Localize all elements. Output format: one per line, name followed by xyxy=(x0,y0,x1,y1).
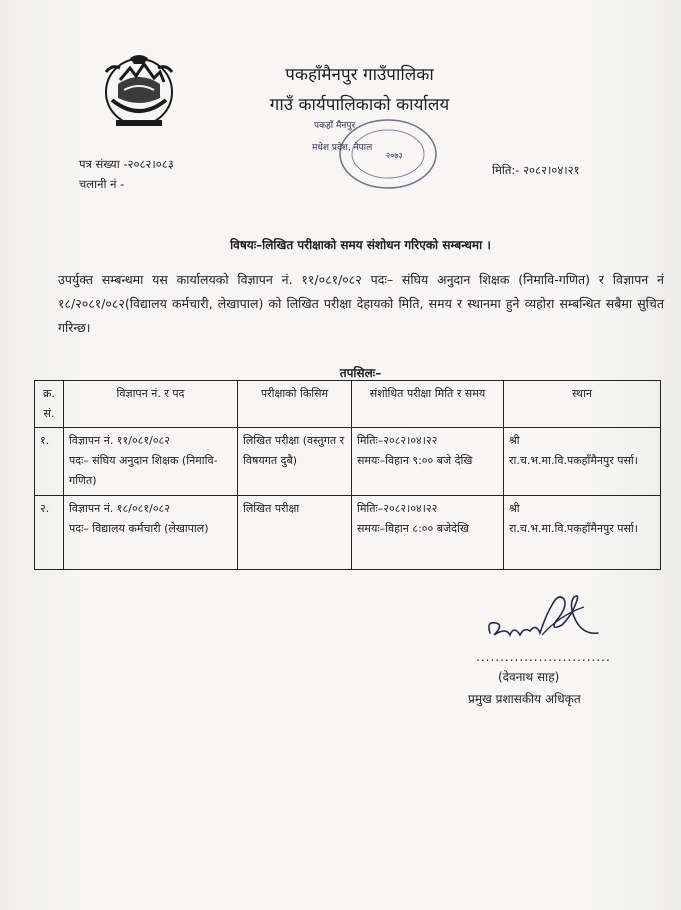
place-name: रा.च.भ.मा.वि.पकहाँमैनपुर पर्सा। xyxy=(509,522,638,535)
letter-date: मिति:- २०८२।०४।२१ xyxy=(492,163,580,177)
cell-exam-type: लिखित परीक्षा (वस्तुगत र विषयगत दुबै) xyxy=(238,428,352,496)
place-title: श्री xyxy=(509,502,520,515)
municipality-name: पकहाँमैनपुर गाउँपालिका xyxy=(285,65,434,85)
exam-date: मितिः–२०८२।०४।२२ xyxy=(357,434,438,447)
exam-time: समयः–विहान ८:०० बजेदेखि xyxy=(357,522,469,535)
cell-date-time xyxy=(352,428,504,496)
table-row xyxy=(35,496,661,570)
post-name: पदः– संघिय अनुदान शिक्षक (निमावि-गणित) xyxy=(69,454,218,487)
place-title: श्री xyxy=(509,434,520,447)
cell-sn: २. xyxy=(35,496,64,570)
office-seal-stamp xyxy=(308,112,448,192)
cell-date-time xyxy=(352,496,504,570)
table-title: तपसिलः– xyxy=(339,366,382,380)
signatory-title: प्रमुख प्रशासकीय अधिकृत xyxy=(468,692,581,706)
signatory-name: (देवनाथ साह) xyxy=(498,670,560,684)
table-row xyxy=(35,428,661,496)
post-name: पदः– विद्यालय कर्मचारी (लेखापाल) xyxy=(69,522,209,535)
handwritten-signature xyxy=(480,585,605,653)
header-exam-type: परीक्षाको किसिम xyxy=(238,381,352,428)
cell-place xyxy=(504,428,661,496)
place-name: रा.च.भ.मा.वि.पकहाँमैनपुर पर्सा। xyxy=(509,454,638,467)
stamp-year: २०७३ xyxy=(386,151,403,160)
body-paragraph: उपर्युक्त सम्बन्धमा यस कार्यालयको विज्ञापन नं. ११/०८१/०८२ पदः– संघिय अनुदान शिक्षक (निमावि-गणित) र विज्ञापन नं १८/२०८१/०८२(विद्यालय कर्मचारी, लेखापाल) को लिखित परीक्षा देहायको मिति, समय र स्थानमा हुने व्यहोरा सम्बन्धित सबैमा सुचित गरिन्छ। xyxy=(58,272,664,335)
chalani-number: चलानी नं - xyxy=(79,177,125,191)
cell-exam-type: लिखित परीक्षा xyxy=(238,496,352,570)
exam-date: मितिः–२०८२।०४।२२ xyxy=(357,502,438,515)
exam-schedule-table xyxy=(34,380,661,570)
header-ad-post: विज्ञापन नं. र पद xyxy=(64,381,238,428)
header-sn: क्र. सं. xyxy=(35,381,64,428)
stamp-line1: पकहाँ मैनपुर xyxy=(314,121,356,131)
signature-line: ............................ xyxy=(476,650,611,664)
stamp-line2: मधेश प्रदेश, नेपाल xyxy=(312,143,373,153)
cell-place xyxy=(504,496,661,570)
office-name: गाउँ कार्यपालिकाको कार्यालय xyxy=(269,95,450,115)
ad-number: विज्ञापन नं. १८/०८१/०८२ xyxy=(69,502,170,515)
header-revised-date: संशोधित परीक्षा मिति र समय xyxy=(352,381,504,428)
patra-sankhya: पत्र संख्या -२०८२।०८३ xyxy=(79,157,174,171)
ad-number: विज्ञापन नं. ११/०८१/०८२ xyxy=(69,434,170,447)
header-place: स्थान xyxy=(504,381,661,428)
cell-ad-post xyxy=(64,428,238,496)
cell-ad-post xyxy=(64,496,238,570)
cell-sn: १. xyxy=(35,428,64,496)
exam-time: समयः–विहान ९:०० बजे देखि xyxy=(357,454,473,467)
subject-line: विषयः–लिखित परीक्षाको समय संशोधन गरिएको सम्बन्धमा । xyxy=(230,238,491,252)
table-header-row xyxy=(35,381,661,428)
